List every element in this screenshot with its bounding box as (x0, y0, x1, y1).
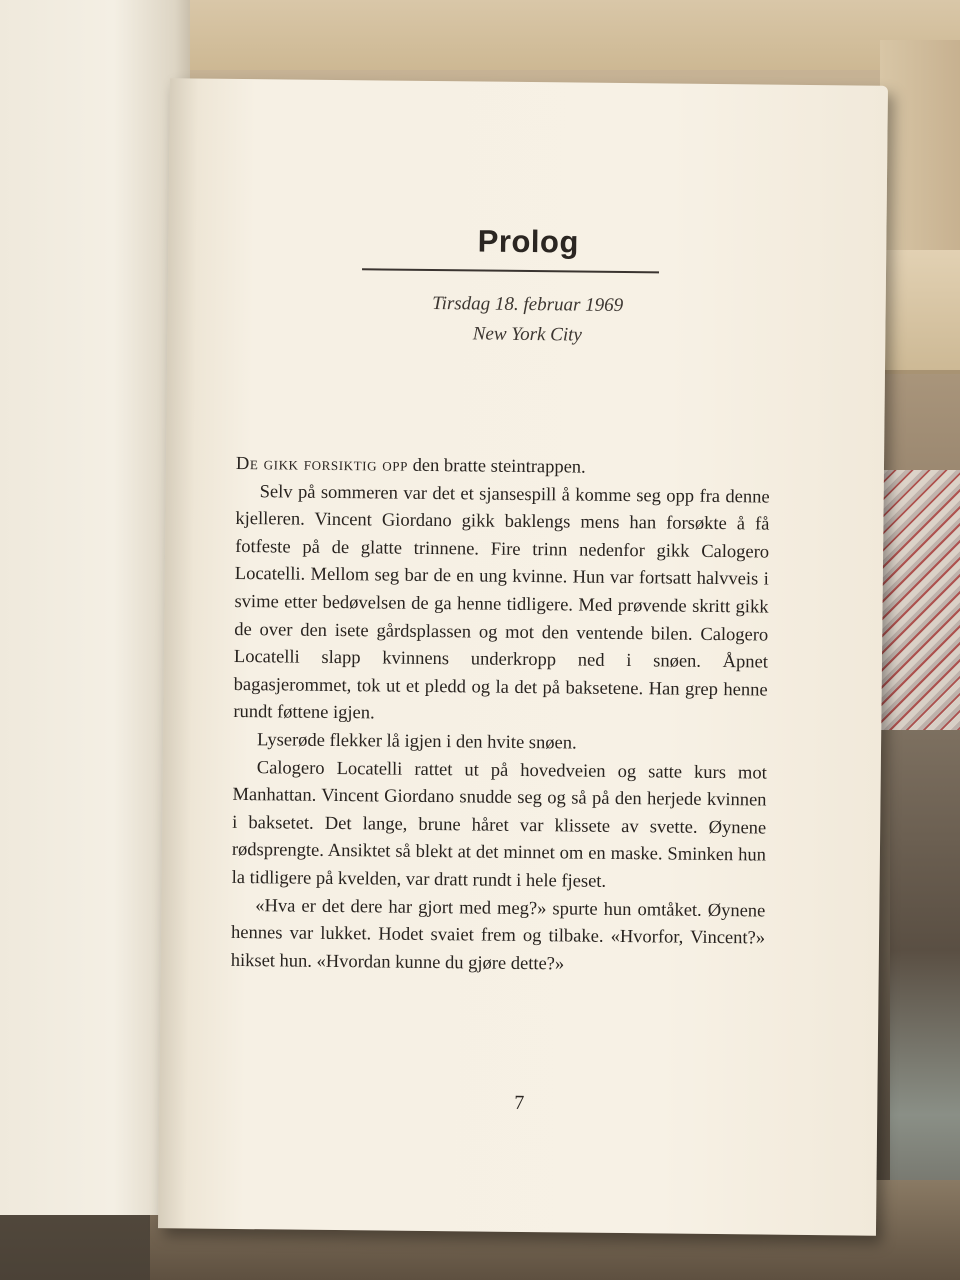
paragraph: Calogero Locatelli rattet ut på hovedveien og satte kurs mot Manhattan. Vincent Giordano snudde seg og så på den herjede kvinnen i baksetet. Det lange, brune håret var klissete av svette. Øynene rødsprengte. Ansiktet så blekt at det minnet om en maske. Sminken hun la tidligere på kvelden, var dratt rundt i hele fjeset. (231, 757, 767, 892)
paragraph: Lyserøde flekker lå igjen i den hvite snøen. (256, 730, 577, 754)
body-text (231, 451, 770, 981)
cloth-item (880, 470, 960, 730)
dateline-date: Tirsdag 18. februar 1969 (432, 292, 624, 316)
dateline-place: New York City (472, 323, 583, 346)
dateline (237, 287, 818, 353)
opening-smallcaps: De gikk forsiktig opp (235, 453, 409, 476)
right-book-page (158, 78, 888, 1235)
opening-rest: den bratte steintrappen. (407, 455, 586, 478)
page-content (228, 79, 820, 1235)
wooden-shelf (120, 0, 960, 70)
page-number: 7 (514, 1091, 525, 1115)
chapter-title: Prolog (477, 223, 580, 260)
paragraph: «Hva er det dere har gjort med meg?» spurte hun omtåket. Øynene hennes var lukket. Hodet svaiet frem og tilbake. «Hvorfor, Vincent?» hikset hun. «Hvordan kunne du gjøre dette?» (230, 895, 766, 975)
title-rule (362, 268, 659, 273)
paragraph: Selv på sommeren var det et sjansespill å komme seg opp fra denne kjelleren. Vincent Giordano gikk baklengs mens han forsøkte å få fotfeste på de glatte trinnene. Fire trinn nedenfor gikk Calogero Locatelli. Mellom seg bar de en ung kvinne. Hun var fortsatt halvveis i svime etter bedøvelsen de ga henne tidligere. Med prøvende skritt gikk de over den isete gårdsplassen og mot den ventende bilen. Calogero Locatelli slapp kvinnens underkropp ned i snøen. Åpnet bagasjerommet, tok ut et pledd og la det på baksetene. Han grep henne rundt føttene igjen. (233, 481, 770, 724)
